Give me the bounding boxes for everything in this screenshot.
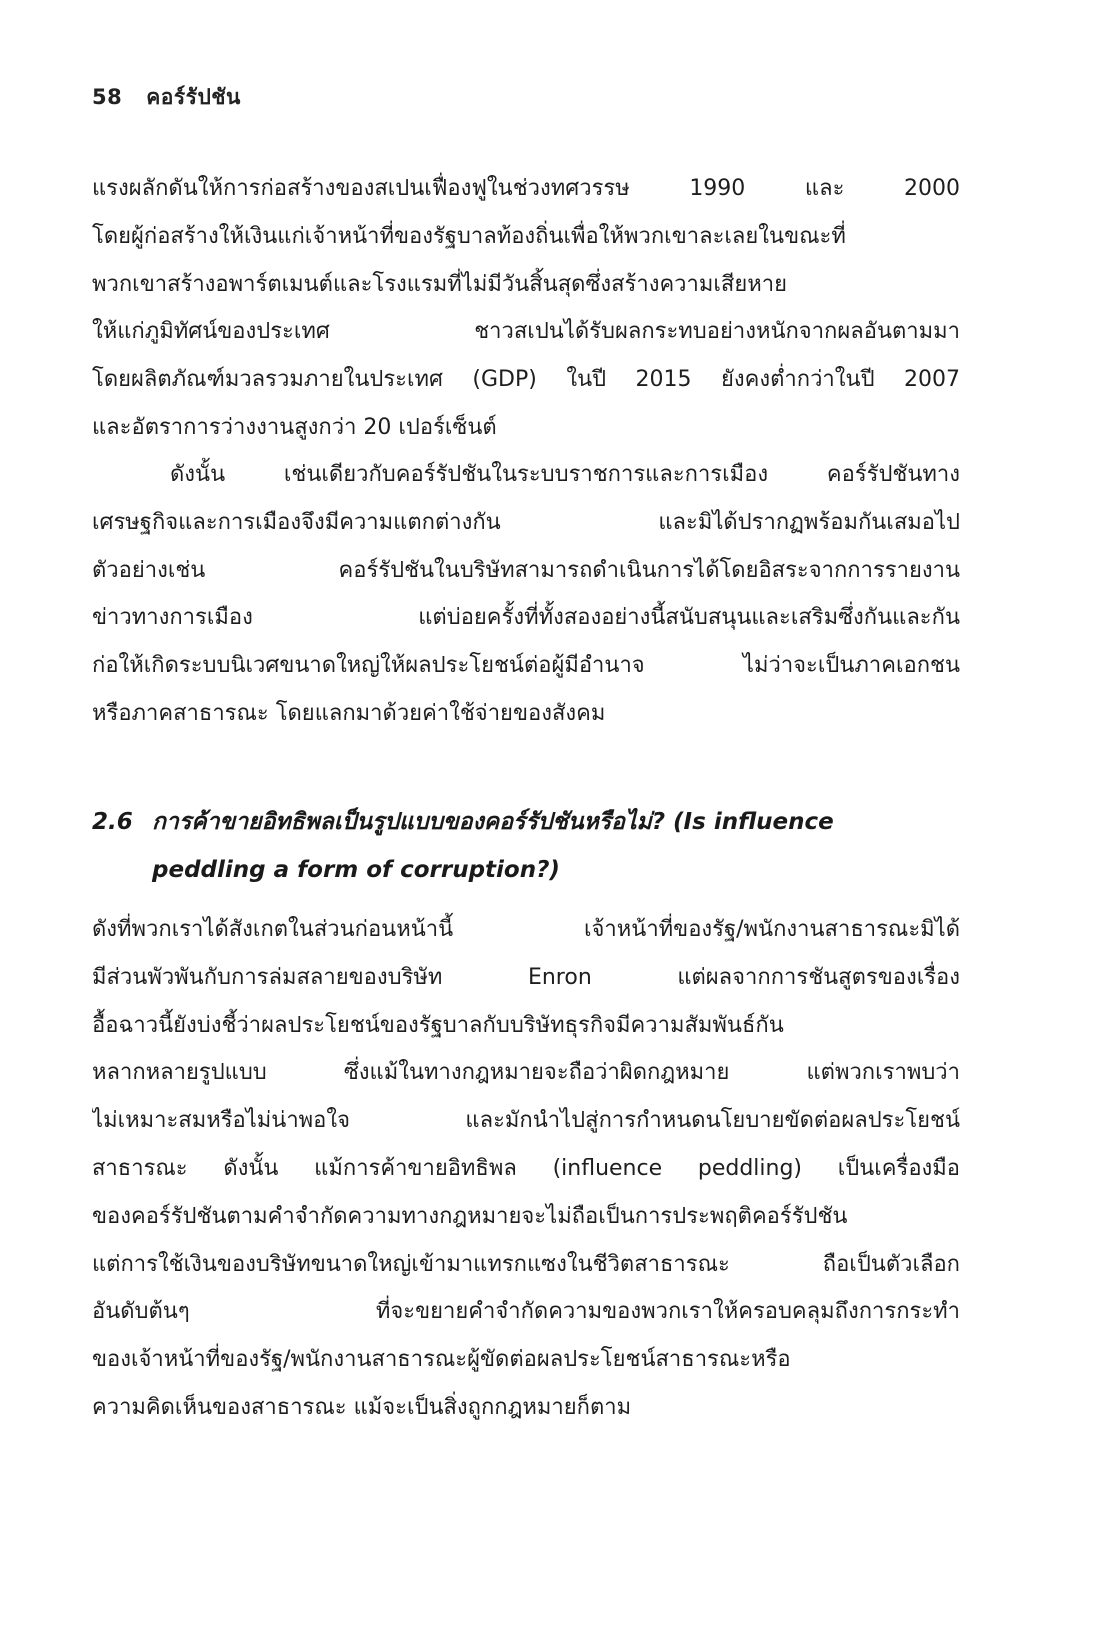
text-line: สาธารณะ ดังนั้น แม้การค้าขายอิทธิพล (influence peddling) เป็นเครื่องมือ xyxy=(92,1155,960,1181)
running-title: คอร์รัปชัน xyxy=(146,84,241,109)
text-line: แต่การใช้เงินของบริษัทขนาดใหญ่เข้ามาแทรกแซงในชีวิตสาธารณะ ถือเป็นตัวเลือก xyxy=(92,1251,960,1277)
text-line: ความคิดเห็นของสาธารณะ แม้จะเป็นสิ่งถูกกฎหมายก็ตาม xyxy=(92,1394,632,1420)
text-line: โดยผลิตภัณฑ์มวลรวมภายในประเทศ (GDP) ในปี 2015 ยังคงต่ำกว่าในปี 2007 xyxy=(92,367,960,393)
paragraph-1 xyxy=(92,165,960,452)
text-line: ดังนั้น เช่นเดียวกับคอร์รัปชันในระบบราชการและการเมือง คอร์รัปชันทาง xyxy=(170,462,960,487)
text-line: หลากหลายรูปแบบ ซึ่งแม้ในทางกฎหมายจะถือว่าผิดกฎหมาย แต่พวกเราพบว่า xyxy=(92,1060,960,1086)
section-heading xyxy=(92,798,960,894)
text-line: ดังที่พวกเราได้สังเกตในส่วนก่อนหน้านี้ เจ้าหน้าที่ของรัฐ/พนักงานสาธารณะมิได้ xyxy=(92,917,960,942)
paragraph-3 xyxy=(92,906,960,1432)
text-line: มีส่วนพัวพันกับการล่มสลายของบริษัท Enron แต่ผลจากการชันสูตรของเรื่อง xyxy=(92,964,960,990)
text-line: แรงผลักดันให้การก่อสร้างของสเปนเฟื่องฟูในช่วงทศวรรษ 1990 และ 2000 xyxy=(92,176,960,201)
section-number: 2.6 xyxy=(92,809,133,835)
text-line: พวกเขาสร้างอพาร์ตเมนต์และโรงแรมที่ไม่มีวันสิ้นสุดซึ่งสร้างความเสียหาย xyxy=(92,271,787,297)
text-line: ของเจ้าหน้าที่ของรัฐ/พนักงานสาธารณะผู้ขัดต่อผลประโยชน์สาธารณะหรือ xyxy=(92,1347,791,1373)
text-line: ของคอร์รัปชันตามคำจำกัดความทางกฎหมายจะไม่ถือเป็นการประพฤติคอร์รัปชัน xyxy=(92,1203,848,1229)
text-line: โดยผู้ก่อสร้างให้เงินแก่เจ้าหน้าที่ของรัฐบาลท้องถิ่นเพื่อให้พวกเขาละเลยในขณะที่ xyxy=(92,223,846,249)
text-line: หรือภาคสาธารณะ โดยแลกมาด้วยค่าใช้จ่ายของสังคม xyxy=(92,700,606,726)
section-heading-line-1 xyxy=(92,798,960,846)
paragraph-2 xyxy=(92,451,960,738)
text-line: ให้แก่ภูมิทัศน์ของประเทศ ชาวสเปนได้รับผลกระทบอย่างหนักจากผลอันตามมา xyxy=(92,319,960,345)
section-title-part-1: การค้าขายอิทธิพลเป็นรูปแบบของคอร์รัปชันหรือไม่? (Is influence xyxy=(152,809,834,835)
running-header xyxy=(92,80,241,114)
text-line: อื้อฉาวนี้ยังบ่งชี้ว่าผลประโยชน์ของรัฐบาลกับบริษัทธุรกิจมีความสัมพันธ์กัน xyxy=(92,1012,784,1038)
text-line: และอัตราการว่างงานสูงกว่า 20 เปอร์เซ็นต์ xyxy=(92,414,497,440)
text-line: อันดับต้นๆ ที่จะขยายคำจำกัดความของพวกเราให้ครอบคลุมถึงการกระทำ xyxy=(92,1299,960,1325)
text-line: ข่าวทางการเมือง แต่บ่อยครั้งที่ทั้งสองอย่างนี้สนับสนุนและเสริมซึ่งกันและกัน xyxy=(92,605,960,631)
text-line: ก่อให้เกิดระบบนิเวศขนาดใหญ่ให้ผลประโยชน์ต่อผู้มีอำนาจ ไม่ว่าจะเป็นภาคเอกชน xyxy=(92,653,960,679)
section-title-part-2: peddling a form of corruption?) xyxy=(152,857,560,883)
text-line: ตัวอย่างเช่น คอร์รัปชันในบริษัทสามารถดำเนินการได้โดยอิสระจากการรายงาน xyxy=(92,557,960,583)
text-line: เศรษฐกิจและการเมืองจึงมีความแตกต่างกัน และมิได้ปรากฏพร้อมกันเสมอไป xyxy=(92,509,960,535)
text-line: ไม่เหมาะสมหรือไม่น่าพอใจ และมักนำไปสู่การกำหนดนโยบายขัดต่อผลประโยชน์ xyxy=(92,1108,960,1134)
page-number: 58 xyxy=(92,85,123,109)
